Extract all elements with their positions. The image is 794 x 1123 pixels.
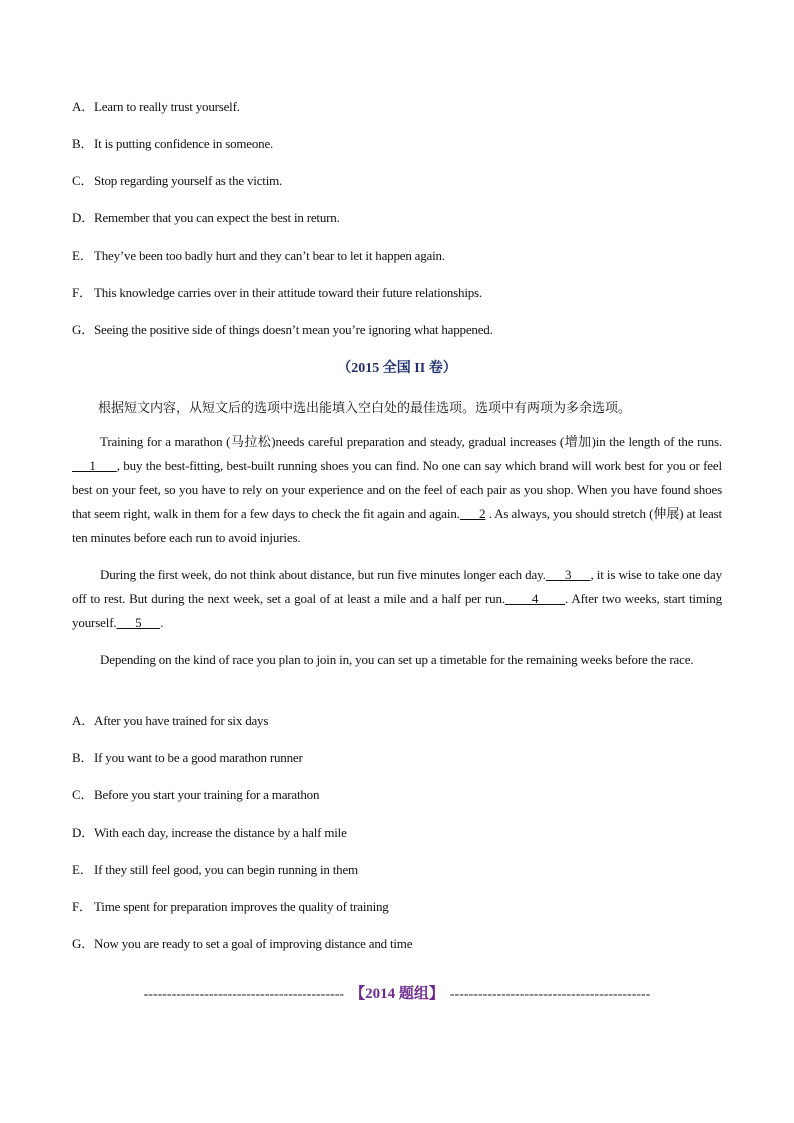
option-g-bottom [72,936,412,952]
blank-3: 3 [545,567,591,582]
option-f-top [72,285,482,301]
option-c-bottom [72,787,319,803]
option-f-bottom [72,899,389,915]
passage-paragraph-3 [72,648,722,672]
passage-text: Depending on the kind of race you plan to join in, you can set up a timetable for the remaining weeks before the race. [100,652,694,667]
option-text: They’ve been too badly hurt and they can’t bear to let it happen again. [94,248,445,263]
option-text: After you have trained for six days [94,713,269,728]
divider-title: 【2014 题组】 [350,986,444,1002]
passage-text: . After two weeks, start timing yourself. [72,591,722,630]
option-e-bottom [72,862,358,878]
option-text: Stop regarding yourself as the victim. [94,173,283,188]
option-text: This knowledge carries over in their attitude toward their future relationships. [94,285,482,300]
passage-text: . As always, you should stretch (伸展) at least ten minutes before each run to avoid injuries. [72,506,723,545]
option-d-bottom [72,825,347,841]
option-letter: F． [72,899,92,914]
section-heading: （2015 全国 II 卷） [337,361,457,376]
option-text: Learn to really trust yourself. [94,99,240,114]
option-letter: F． [72,285,92,300]
option-text: If they still feel good, you can begin running in them [94,862,358,877]
option-text: Seeing the positive side of things doesn’t mean you’re ignoring what happened. [94,322,493,337]
option-letter: A． [72,99,94,114]
option-text: Remember that you can expect the best in return. [94,210,340,225]
passage-text: . [160,615,164,630]
option-text: Now you are ready to set a goal of improving distance and time [94,936,413,951]
option-letter: B． [72,136,94,151]
option-letter: G． [72,322,94,337]
option-d-top [72,210,340,226]
option-letter: C． [72,787,94,802]
passage-paragraph-2 [72,563,722,635]
option-letter: D． [72,825,94,840]
passage-text: During the first week, do not think about distance, but run five minutes longer each day. [100,567,546,582]
option-b-top [72,136,273,152]
divider-dashes-right: ------------------------------------------- [449,987,651,1002]
option-a-bottom [72,713,268,729]
option-text: Before you start your training for a marathon [94,787,320,802]
instruction-text: 根据短文内容，从短文后的选项中选出能填入空白处的最佳选项。选项中有两项为多余选项。 [98,401,632,416]
option-b-bottom [72,750,303,766]
passage-paragraph-1 [72,430,722,550]
option-text: With each day, increase the distance by a half mile [94,825,347,840]
option-c-top [72,173,282,189]
option-letter: D． [72,210,94,225]
option-letter: B． [72,750,94,765]
option-text: If you want to be a good marathon runner [94,750,303,765]
option-letter: G． [72,936,94,951]
blank-4: 4 [504,591,566,606]
option-letter: A． [72,713,94,728]
passage-text: , it is wise to take one day off to rest. But during the next week, set a goal of at least a mile and a half per run. [72,567,722,606]
passage-text: Training for a marathon (马拉松)needs careful preparation and steady, gradual increases (增加)in the length of the runs. [100,434,722,449]
option-text: It is putting confidence in someone. [94,136,274,151]
divider-dashes-left: ------------------------------------------- [143,987,345,1002]
option-letter: C． [72,173,94,188]
option-letter: E． [72,862,93,877]
option-text: Time spent for preparation improves the quality of training [94,899,389,914]
option-g-top [72,322,493,338]
blank-5: 5 [116,615,161,630]
option-a-top [72,99,240,115]
passage-text: , buy the best-fitting, best-built running shoes you can find. No one can say which brand will work best for you or feel best on your feet, so you have to rely on your experience and on the feel of each pair as you shop. When you have found shoes that seem right, walk in them for a few days to check the fit again and again. [72,458,722,521]
option-e-top [72,248,445,264]
section-divider [0,982,794,1003]
blank-1: 1 [72,458,117,473]
option-letter: E． [72,248,93,263]
blank-2: 2 [459,506,486,521]
